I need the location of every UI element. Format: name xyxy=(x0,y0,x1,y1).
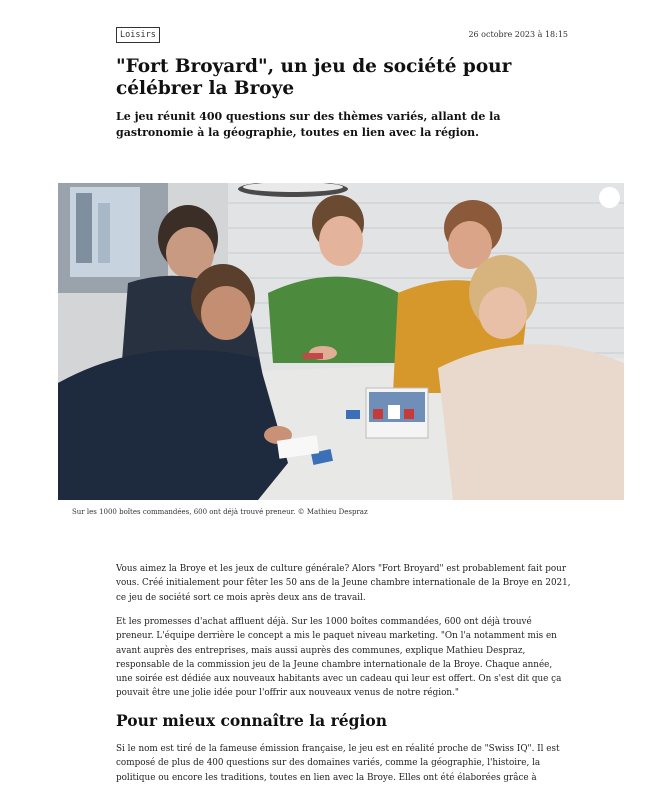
article-title: "Fort Broyard", un jeu de société pour célébrer la Broye xyxy=(116,56,512,99)
article-meta-bar xyxy=(116,27,568,43)
category-tag[interactable]: Loisirs xyxy=(116,27,160,43)
section-subheading: Pour mieux connaître la région xyxy=(116,711,387,730)
article-paragraph: Et les promesses d'achat affluent déjà. Sur les 1000 boîtes commandées, 600 ont déjà trouvé preneur. L'équipe derrière le concept a mis le paquet niveau marketing. "On l'a notamment mis en avant auprès des entreprises, mais aussi auprès des communes, explique Mathieu Despraz, responsable de la commission jeu de la Jeune chambre internationale de la Broye. Chaque année, une soirée est dédiée aux nouveaux habitants avec un cadeau qui leur est offert. On s'est dit que ça pouvait être une jolie idée pour l'offrir aux nouveaux venus de notre région." xyxy=(116,617,562,699)
photo-caption: Sur les 1000 boîtes commandées, 600 ont déjà trouvé preneur. © Mathieu Despraz xyxy=(72,508,368,516)
article-lead: Le jeu réunit 400 questions sur des thèmes variés, allant de la gastronomie à la géographie, toutes en lien avec la région. xyxy=(116,110,501,139)
article-paragraph: Si le nom est tiré de la fameuse émission française, le jeu est en réalité proche de "Swiss IQ". Il est composé de plus de 400 questions sur des domaines variés, comme la géographie, l'histoire, la politique ou encore les traditions, toutes en lien avec la Broye. Elles ont été élaborées grâce à xyxy=(116,744,560,783)
article-photo xyxy=(58,183,624,500)
publication-date: 26 octobre 2023 à 18:15 xyxy=(468,30,568,39)
photo-illustration xyxy=(58,183,624,500)
article-paragraph: Vous aimez la Broye et les jeux de culture générale? Alors "Fort Broyard" est probablement fait pour vous. Créé initialement pour fêter les 50 ans de la Jeune chambre internationale de la Broye en 2021, ce jeu de société sort ce mois après deux ans de travail. xyxy=(116,564,571,603)
photo-expand-button[interactable] xyxy=(599,187,620,208)
